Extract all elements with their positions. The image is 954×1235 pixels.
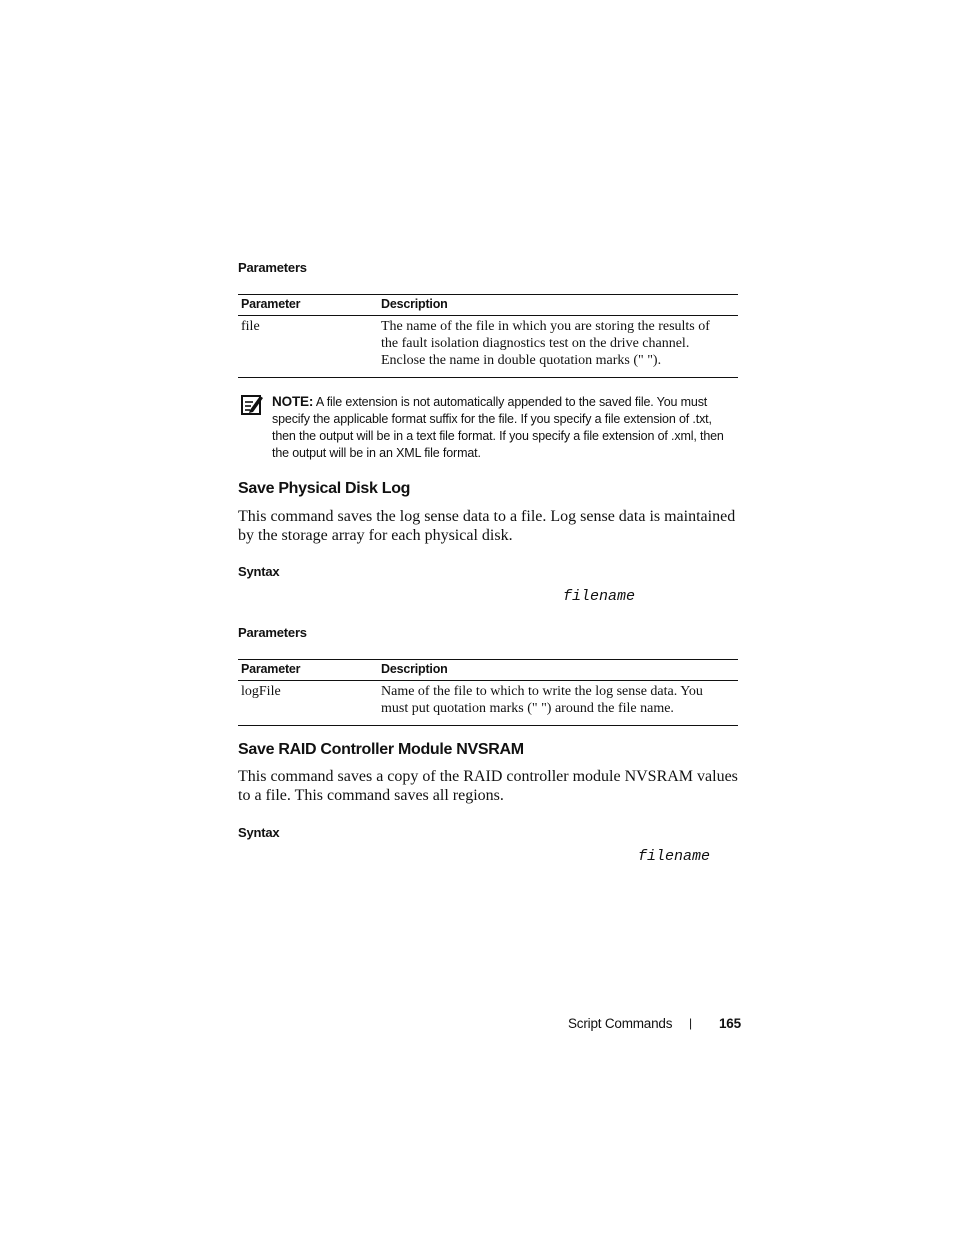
section-body-save-physical-disk-log: This command saves the log sense data to a file. Log sense data is maintained by the storage array for each physical disk. (238, 508, 736, 544)
parameters-table (238, 294, 738, 378)
section-body-save-raid-controller-module-nvsram: This command saves a copy of the RAID controller module NVSRAM values to a file. This command saves all regions. (238, 768, 738, 804)
section-title-save-raid-controller-module-nvsram: Save RAID Controller Module NVSRAM (238, 741, 524, 758)
syntax-filename: filename (638, 848, 711, 865)
parameter-description-cell: The name of the file in which you are storing the results of the fault isolation diagnostics test on the drive channel. Enclose the name in double quotation marks (" "). (378, 316, 738, 378)
table-header-row (238, 660, 738, 681)
note-label: NOTE: (272, 394, 314, 409)
table-row (238, 681, 738, 726)
pencil-note-icon (241, 393, 263, 415)
parameter-name-cell: logFile (238, 681, 378, 726)
parameter-name-cell: file (238, 316, 378, 378)
column-header-description: Description (378, 660, 738, 681)
syntax-heading: Syntax (238, 564, 280, 579)
note-text: A file extension is not automatically appended to the saved file. You must specify the applicable format suffix for the file. If you specify a file extension of .txt, then the output will be in a text file format. If you specify a file extension of .xml, then the output will be in an XML file format. (272, 395, 724, 460)
page-number: 165 (719, 1016, 741, 1031)
column-header-parameter: Parameter (238, 660, 378, 681)
syntax-heading: Syntax (238, 825, 280, 840)
parameters-heading: Parameters (238, 625, 307, 640)
parameters-table (238, 659, 738, 726)
syntax-filename: filename (563, 588, 636, 605)
table-header-row (238, 295, 738, 316)
column-header-parameter: Parameter (238, 295, 378, 316)
footer-chapter-title: Script Commands (568, 1016, 673, 1031)
parameters-heading: Parameters (238, 260, 307, 275)
section-title-save-physical-disk-log: Save Physical Disk Log (238, 480, 411, 497)
note-block (272, 393, 738, 462)
parameter-description-cell: Name of the file to which to write the log sense data. You must put quotation marks (" ") around the file name. (378, 681, 738, 726)
column-header-description: Description (378, 295, 738, 316)
table-row (238, 316, 738, 378)
footer-separator: | (689, 1016, 692, 1030)
